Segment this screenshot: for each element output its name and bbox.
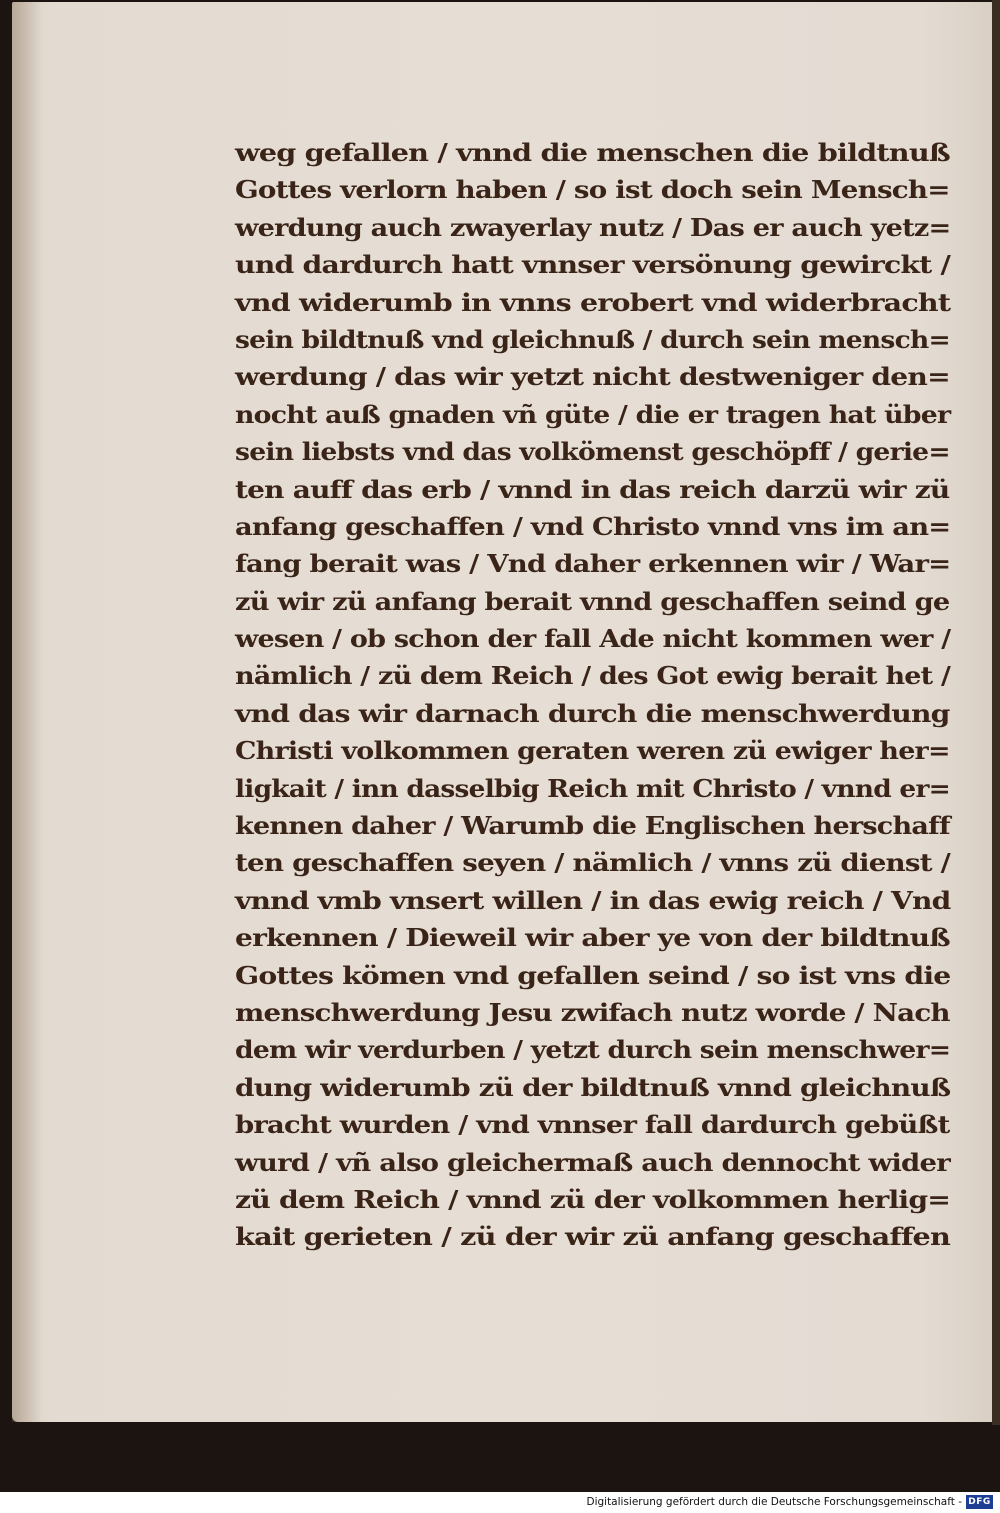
text-line: menschwerdung Jesu zwifach nutz worde / Nach bbox=[235, 997, 950, 1027]
text-line: werdung / das wir yetzt nicht destweniger den= bbox=[235, 362, 950, 392]
text-line: sein liebsts vnd das volkömenst geschöpff / gerie= bbox=[235, 437, 950, 467]
text-line: dem wir verdurben / yetzt durch sein menschwer= bbox=[235, 1035, 951, 1065]
text-line: Christi volkommen geraten weren zü ewiger her= bbox=[235, 736, 950, 766]
text-line: vnnd vmb vnsert willen / in das ewig reich / Vnd bbox=[235, 885, 951, 915]
text-line: anfang geschaffen / vnd Christo vnnd vns im an= bbox=[235, 511, 951, 541]
text-line: und dardurch hatt vnnser versönung gewirckt / bbox=[235, 250, 951, 280]
text-line: bracht wurden / vnd vnnser fall dardurch gebüßt bbox=[235, 1110, 950, 1140]
text-line: Gottes kömen vnd gefallen seind / so ist vns die bbox=[235, 960, 951, 990]
text-line: dung widerumb zü der bildtnuß vnnd gleichnuß bbox=[235, 1072, 951, 1102]
text-line: vnd widerumb in vnns erobert vnd widerbracht bbox=[235, 287, 951, 317]
text-line: Gottes verlorn haben / so ist doch sein Mensch= bbox=[235, 175, 950, 205]
text-line: wurd / vñ also gleichermaß auch dennocht wider bbox=[235, 1147, 950, 1177]
text-line: weg gefallen / vnnd die menschen die bildtnuß bbox=[235, 138, 950, 167]
text-line: wesen / ob schon der fall Ade nicht kommen wer / bbox=[235, 624, 951, 654]
text-line: ten auff das erb / vnnd in das reich darzü wir zü bbox=[235, 474, 950, 504]
text-line: vnd das wir darnach durch die menschwerdung bbox=[235, 698, 950, 728]
text-line: zü wir zü anfang berait vnnd geschaffen seind ge bbox=[235, 586, 950, 616]
body-text bbox=[235, 134, 950, 1256]
text-line: nocht auß gnaden vñ güte / die er tragen hat über bbox=[235, 399, 951, 429]
text-line: erkennen / Dieweil wir aber ye von der bildtnuß bbox=[235, 923, 950, 953]
text-line: nämlich / zü dem Reich / des Got ewig berait het / bbox=[235, 661, 951, 691]
funding-credit: Digitalisierung gefördert durch die Deutsche Forschungsgemeinschaft - bbox=[586, 1496, 962, 1508]
text-line: ten geschaffen seyen / nämlich / vnns zü dienst / bbox=[235, 848, 950, 878]
page-fold-shadow bbox=[12, 2, 42, 1422]
text-line: werdung auch zwayerlay nutz / Das er auch yetz= bbox=[235, 212, 951, 242]
text-line: fang berait was / Vnd daher erkennen wir / War= bbox=[235, 549, 951, 579]
text-line: kait gerieten / zü der wir zü anfang geschaffen bbox=[235, 1222, 951, 1252]
text-line: kennen daher / Warumb die Englischen herschaff bbox=[235, 811, 950, 841]
text-line: sein bildtnuß vnd gleichnuß / durch sein mensch= bbox=[235, 324, 950, 354]
text-line: ligkait / inn dasselbig Reich mit Christo / vnnd er= bbox=[235, 773, 950, 803]
dfg-logo: DFG bbox=[966, 1495, 993, 1509]
text-line: zü dem Reich / vnnd zü der volkommen herlig= bbox=[235, 1184, 951, 1214]
